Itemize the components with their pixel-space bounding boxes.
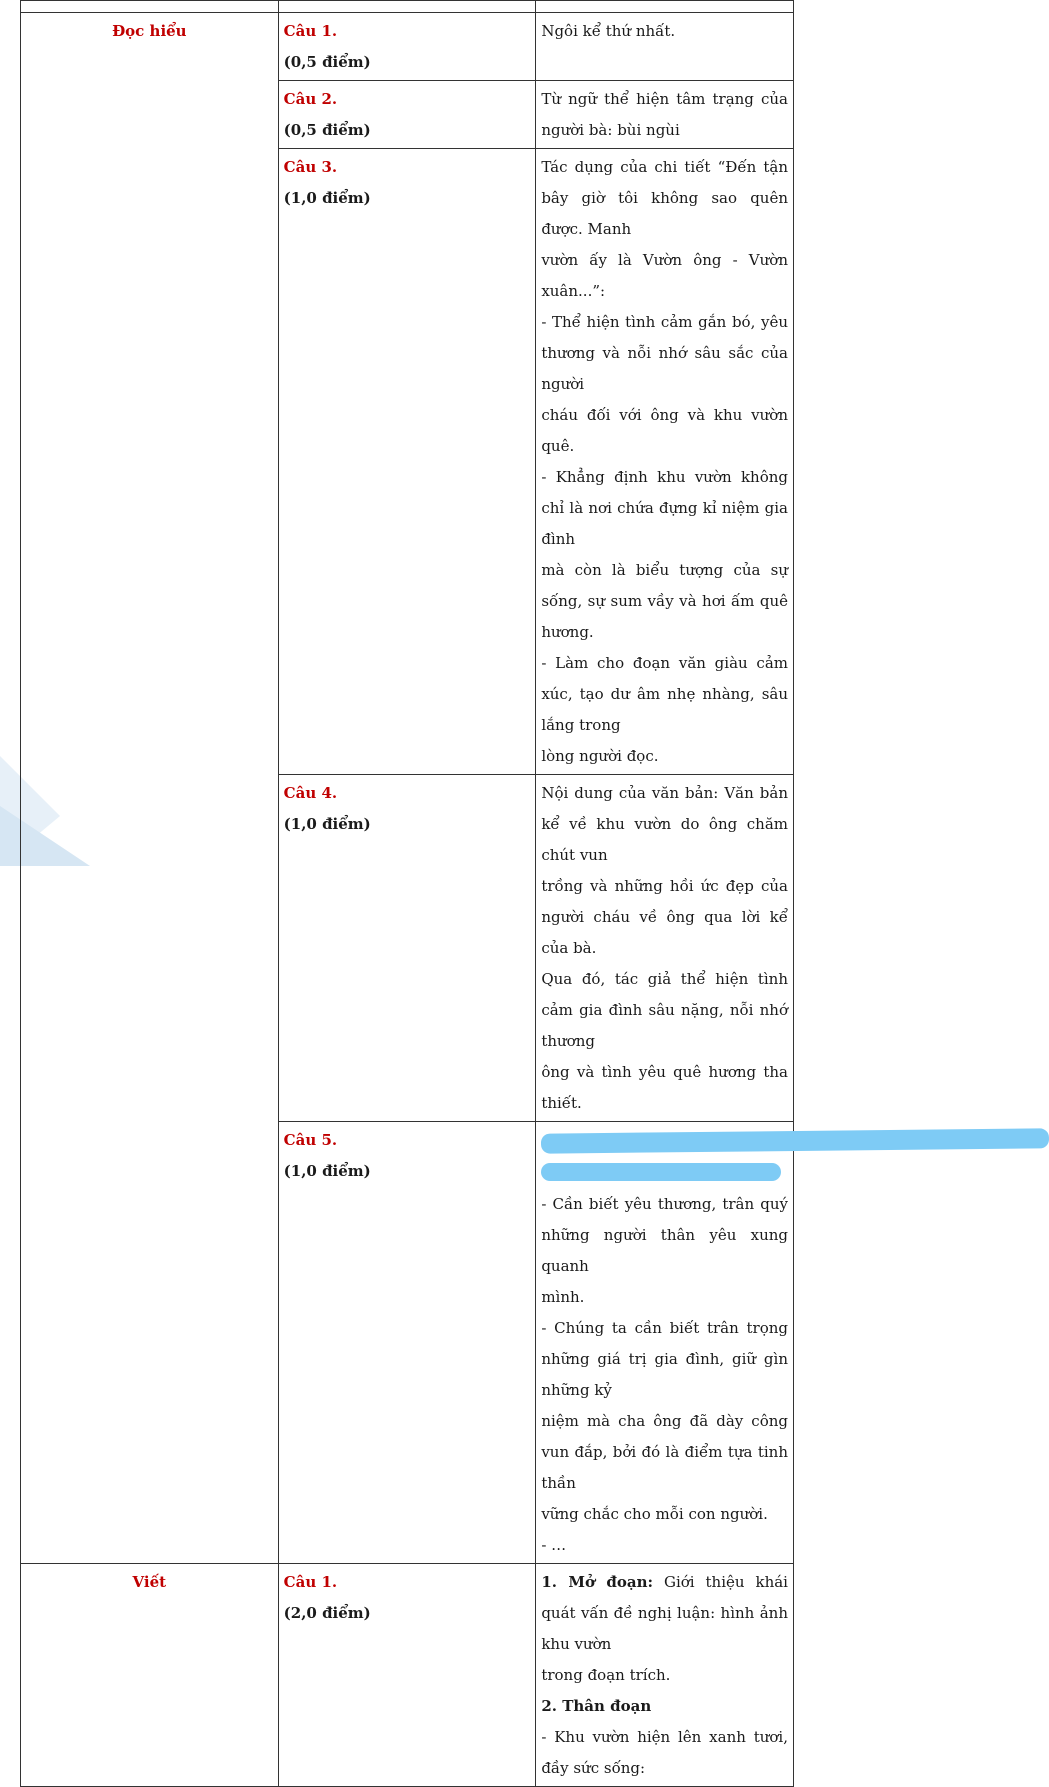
section-label-viet: Viết xyxy=(21,1564,279,1787)
question-cell xyxy=(278,13,536,81)
answer-line: lòng người đọc. xyxy=(541,747,659,765)
section-label-doc-hieu: Đọc hiểu xyxy=(21,13,279,1564)
question-cell xyxy=(278,149,536,775)
answer-line: mình. xyxy=(541,1288,585,1306)
answer-cell xyxy=(536,13,794,81)
answer-cell xyxy=(536,1122,794,1564)
question-label: Câu 3. xyxy=(283,158,338,176)
answer-line: Từ ngữ thể hiện tâm trạng của người bà: bùi ngùi xyxy=(541,90,788,139)
question-label: Câu 4. xyxy=(283,784,338,802)
redaction-stroke xyxy=(541,1163,781,1181)
question-score: (1,0 điểm) xyxy=(283,815,371,833)
mo-doan-text: Giới thiệu khái quát vấn đề nghị luận: hình ảnh khu vườn xyxy=(541,1573,788,1653)
question-label: Câu 1. xyxy=(283,22,338,40)
question-score: (1,0 điểm) xyxy=(283,189,371,207)
redaction-stroke xyxy=(541,1128,1049,1153)
question-label: Câu 5. xyxy=(283,1131,338,1149)
answer-line xyxy=(541,1567,788,1660)
answer-line: - Khu vườn hiện lên xanh tươi, đầy sức sống: xyxy=(541,1728,788,1777)
answer-line: vững chắc cho mỗi con người. xyxy=(541,1505,768,1523)
answer-cell xyxy=(536,1564,794,1787)
question-cell xyxy=(278,775,536,1122)
answer-line: niệm mà cha ông đã dày công vun đắp, bởi đó là điểm tựa tinh thần xyxy=(541,1412,788,1492)
answer-cell xyxy=(536,775,794,1122)
table-row xyxy=(21,1564,794,1787)
answer-line: - … xyxy=(541,1536,567,1554)
question-score: (0,5 điểm) xyxy=(283,121,371,139)
answer-line: Qua đó, tác giả thể hiện tình cảm gia đình sâu nặng, nỗi nhớ thương xyxy=(541,970,788,1050)
question-score: (2,0 điểm) xyxy=(283,1604,371,1622)
question-cell xyxy=(278,81,536,149)
mo-doan-heading: 1. Mở đoạn: xyxy=(541,1573,654,1591)
answer-line: - Khẳng định khu vườn không chỉ là nơi chứa đựng kỉ niệm gia đình xyxy=(541,468,788,548)
answer-line: cháu đối với ông và khu vườn quê. xyxy=(541,406,788,455)
answer-cell xyxy=(536,149,794,775)
answer-line: Nội dung của văn bản: Văn bản kể về khu vườn do ông chăm chút vun xyxy=(541,784,788,864)
answer-line: - Cần biết yêu thương, trân quý những người thân yêu xung quanh xyxy=(541,1195,788,1275)
question-cell xyxy=(278,1564,536,1787)
than-doan-heading: 2. Thân đoạn xyxy=(541,1697,652,1715)
answer-cell xyxy=(536,81,794,149)
table-top-strip xyxy=(21,1,794,13)
answer-line: Tác dụng của chi tiết “Đến tận bây giờ tôi không sao quên được. Manh xyxy=(541,158,788,238)
table-row xyxy=(21,13,794,81)
answer-line: Ngôi kể thứ nhất. xyxy=(541,22,676,40)
answer-line: - Làm cho đoạn văn giàu cảm xúc, tạo dư âm nhẹ nhàng, sâu lắng trong xyxy=(541,654,788,734)
question-cell xyxy=(278,1122,536,1564)
question-score: (1,0 điểm) xyxy=(283,1162,371,1180)
answer-line: trồng và những hồi ức đẹp của người cháu về ông qua lời kể của bà. xyxy=(541,877,788,957)
question-score: (0,5 điểm) xyxy=(283,53,371,71)
answer-line: trong đoạn trích. xyxy=(541,1666,671,1684)
question-label: Câu 1. xyxy=(283,1573,338,1591)
answer-line: mà còn là biểu tượng của sự sống, sự sum vầy và hơi ấm quê hương. xyxy=(541,561,788,641)
answer-line: ông và tình yêu quê hương tha thiết. xyxy=(541,1063,788,1112)
answer-line: vườn ấy là Vườn ông - Vườn xuân...”: xyxy=(541,251,788,300)
answer-line: - Thể hiện tình cảm gắn bó, yêu thương và nỗi nhớ sâu sắc của người xyxy=(541,313,788,393)
redacted-area xyxy=(541,1125,788,1189)
answer-line: - Chúng ta cần biết trân trọng những giá trị gia đình, giữ gìn những kỷ xyxy=(541,1319,788,1399)
question-label: Câu 2. xyxy=(283,90,338,108)
answer-key-table xyxy=(20,0,794,1787)
